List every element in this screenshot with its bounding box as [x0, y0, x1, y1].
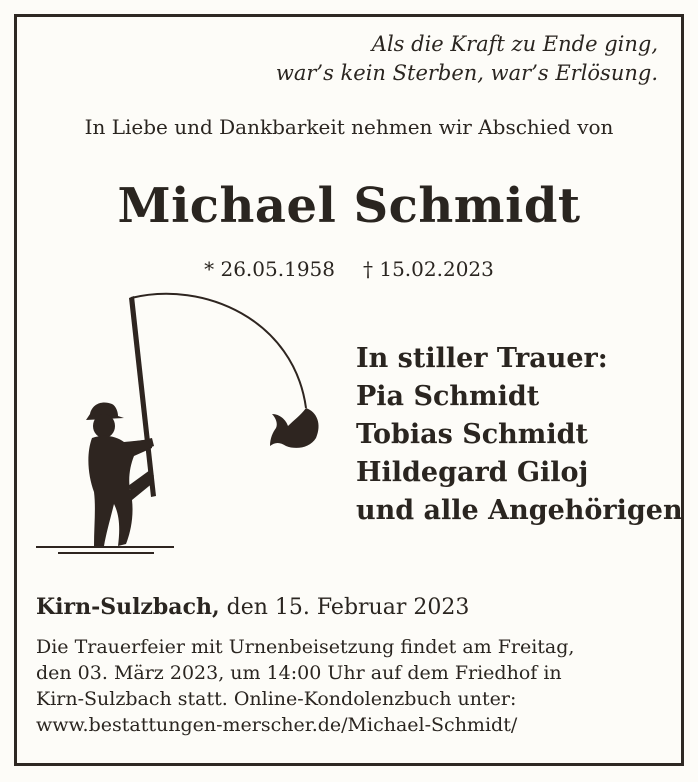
funeral-details [36, 634, 666, 738]
deceased-name: Michael Schmidt [117, 178, 581, 234]
mourner-name: Pia Schmidt [356, 381, 540, 412]
details-line: Die Trauerfeier mit Urnenbeisetzung findet am Freitag, [36, 636, 575, 658]
condolence-link[interactable]: www.bestattungen-merscher.de/Michael-Schmidt/ [36, 714, 518, 736]
motto [238, 30, 658, 88]
place-and-date [36, 594, 676, 620]
details-line: Kirn-Sulzbach statt. Online-Kondolenzbuch unter: [36, 688, 517, 710]
motto-line-1: Als die Kraft zu Ende ging, [371, 32, 658, 56]
mourners-heading: In stiller Trauer: [356, 343, 608, 374]
life-dates [0, 257, 698, 281]
motto-line-2: war’s kein Sterben, war’s Erlösung. [275, 61, 658, 85]
fisherman-silhouette-icon [34, 290, 334, 560]
place-name: Kirn-Sulzbach, [36, 594, 220, 620]
intro-text: In Liebe und Dankbarkeit nehmen wir Abschied von [84, 115, 614, 139]
mourner-name: Hildegard Giloj [356, 457, 589, 488]
mourner-name: Tobias Schmidt [356, 419, 588, 450]
details-line: den 03. März 2023, um 14:00 Uhr auf dem Friedhof in [36, 662, 562, 684]
mourners-block [356, 340, 686, 530]
mourner-name: und alle Angehörigen [356, 495, 683, 526]
death-date: † 15.02.2023 [363, 257, 494, 281]
birth-date: * 26.05.1958 [204, 257, 335, 281]
notice-date: den 15. Februar 2023 [219, 595, 470, 620]
